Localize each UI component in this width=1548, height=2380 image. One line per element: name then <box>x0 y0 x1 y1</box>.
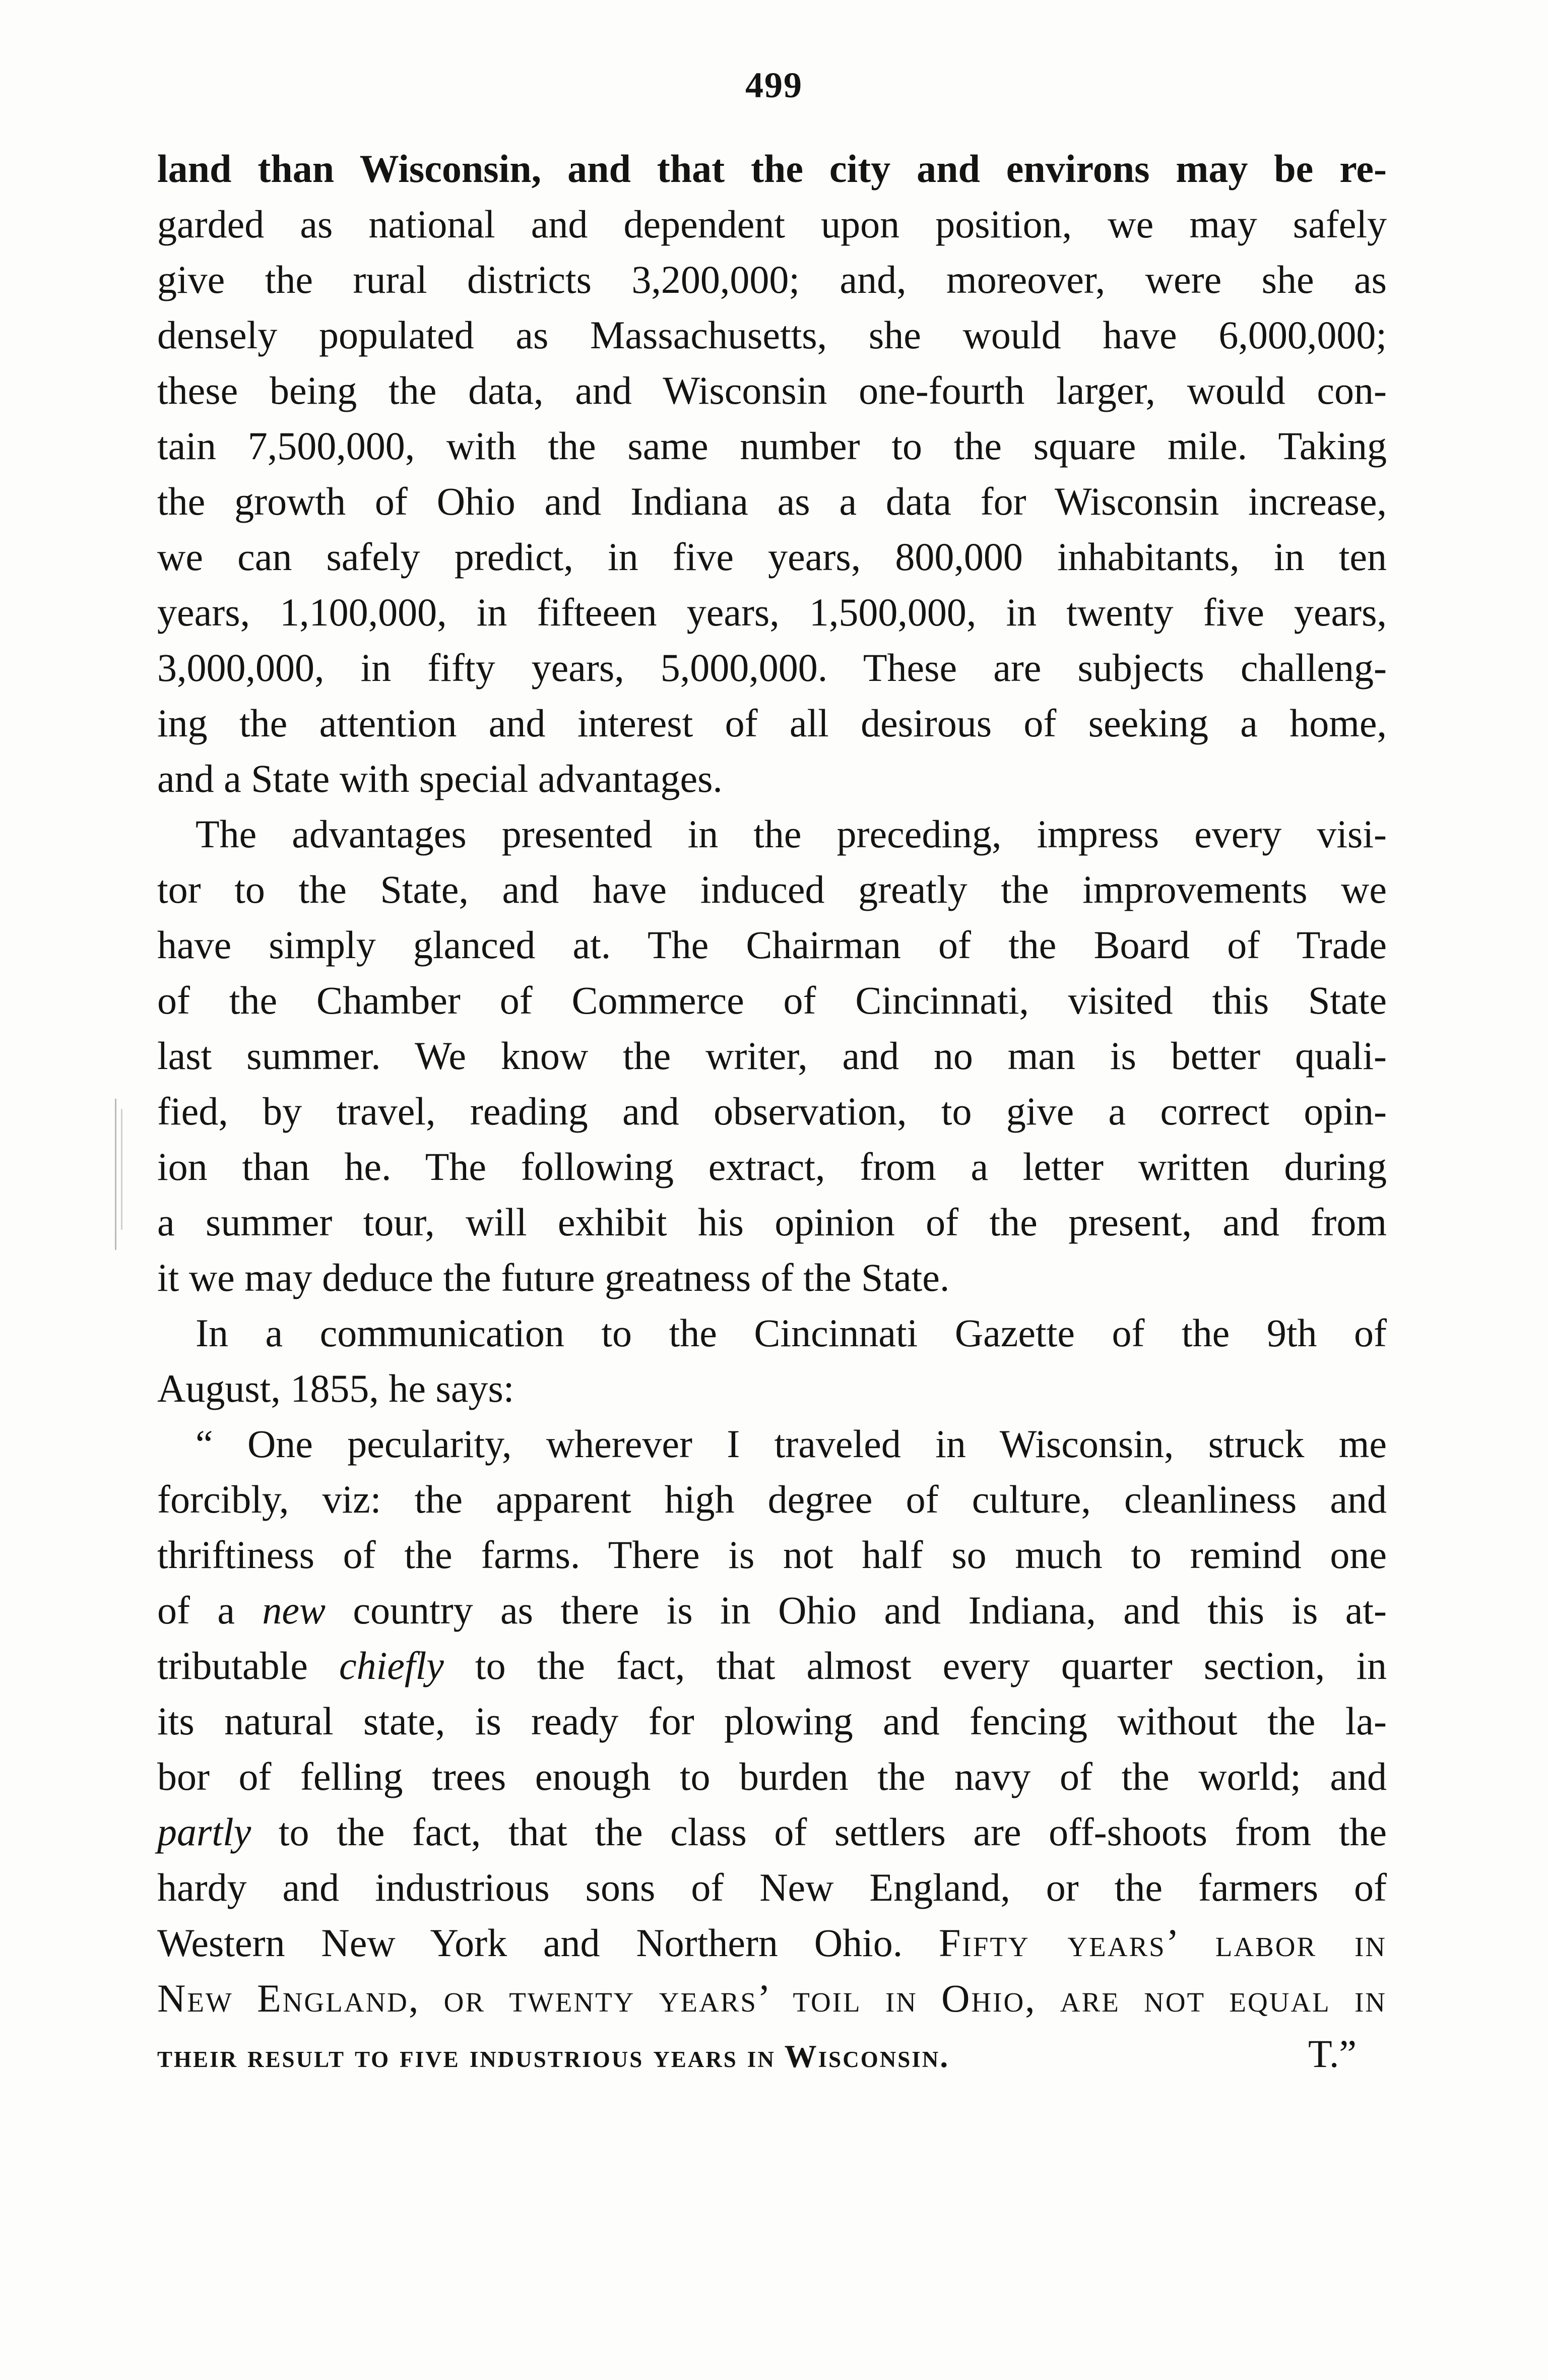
text-line: the growth of Ohio and Indiana as a data for Wisconsin increase, <box>157 479 1387 523</box>
text-line: tor to the State, and have induced greatly the improvements we <box>157 867 1387 911</box>
text-run: tributable <box>157 1644 339 1687</box>
text-line: give the rural districts 3,200,000; and, moreover, were she as <box>157 258 1387 301</box>
text-line: a summer tour, will exhibit his opinion of the present, and from <box>157 1200 1387 1244</box>
text-line: New England, or twenty years’ toil in Ohio, are not equal in <box>157 1976 1387 2020</box>
text-line: In a communication to the Cincinnati Gazette of the 9th of <box>196 1311 1387 1355</box>
text-run: to the fact, that the class of settlers are off-shoots from the <box>251 1810 1387 1854</box>
text-line: The advantages presented in the preceding, impress every visi- <box>196 812 1387 856</box>
text-run: of a <box>157 1588 263 1632</box>
text-line: 3,000,000, in fifty years, 5,000,000. These are subjects challeng- <box>157 646 1387 690</box>
text-line: August, 1855, he says: <box>157 1366 514 1410</box>
paragraph <box>157 1305 1387 1416</box>
paragraph <box>157 141 1387 806</box>
text-line: forcibly, viz: the apparent high degree of culture, cleanliness and <box>157 1477 1387 1521</box>
text-line: fied, by travel, reading and observation, to give a correct opin- <box>157 1089 1387 1133</box>
text-line <box>157 1638 1387 1694</box>
text-line: densely populated as Massachusetts, she would have 6,000,000; <box>157 313 1387 357</box>
text-line: these being the data, and Wisconsin one-fourth larger, would con- <box>157 368 1387 412</box>
text-line: ion than he. The following extract, from a letter written during <box>157 1145 1387 1188</box>
paragraph <box>157 806 1387 1305</box>
text-line: thriftiness of the farms. There is not half so much to remind one <box>157 1533 1387 1577</box>
text-line <box>157 1915 1387 1971</box>
text-line: tain 7,500,000, with the same number to the square mile. Taking <box>157 424 1387 468</box>
text-line <box>157 1583 1387 1638</box>
body-text <box>157 141 1387 2082</box>
italic-word: chiefly <box>339 1644 444 1687</box>
text-line: land than Wisconsin, and that the city and environs may be re- <box>157 147 1387 191</box>
text-line: garded as national and dependent upon position, we may safely <box>157 202 1387 246</box>
text-line: we can safely predict, in five years, 800,000 inhabitants, in ten <box>157 535 1387 579</box>
text-line: it we may deduce the future greatness of the State. <box>157 1256 950 1299</box>
signature-initial: T.” <box>1308 2032 1357 2076</box>
margin-pencil-mark <box>115 1099 116 1250</box>
small-caps-run: their result to five industrious years in Wisconsin. <box>157 2038 950 2074</box>
text-line: its natural state, is ready for plowing and fencing without the la- <box>157 1699 1387 1743</box>
text-line: and a State with special advantages. <box>157 757 723 800</box>
italic-word: new <box>262 1588 326 1632</box>
text-line <box>157 2026 1387 2082</box>
text-run: country as there is in Ohio and Indiana, and this is at- <box>326 1588 1387 1632</box>
quotation <box>157 1416 1387 2082</box>
page-number: 499 <box>745 65 803 105</box>
text-line: ing the attention and interest of all desirous of seeking a home, <box>157 701 1387 745</box>
text-line: bor of felling trees enough to burden the navy of the world; and <box>157 1755 1387 1798</box>
text-run: Western New York and Northern Ohio. <box>157 1921 939 1965</box>
text-line: hardy and industrious sons of New England, or the farmers of <box>157 1865 1387 1909</box>
italic-word: partly <box>157 1810 251 1854</box>
text-line: have simply glanced at. The Chairman of the Board of Trade <box>157 923 1387 967</box>
text-run: to the fact, that almost every quarter section, in <box>443 1644 1387 1687</box>
text-line: last summer. We know the writer, and no man is better quali- <box>157 1034 1387 1078</box>
margin-pencil-mark <box>121 1109 122 1230</box>
text-line: “ One pecularity, wherever I traveled in Wisconsin, struck me <box>196 1422 1387 1466</box>
text-line: of the Chamber of Commerce of Cincinnati, visited this State <box>157 978 1387 1022</box>
text-line: years, 1,100,000, in fifteeen years, 1,500,000, in twenty five years, <box>157 590 1387 634</box>
text-line <box>157 1804 1387 1860</box>
small-caps-run: Fifty years’ labor in <box>939 1921 1387 1965</box>
